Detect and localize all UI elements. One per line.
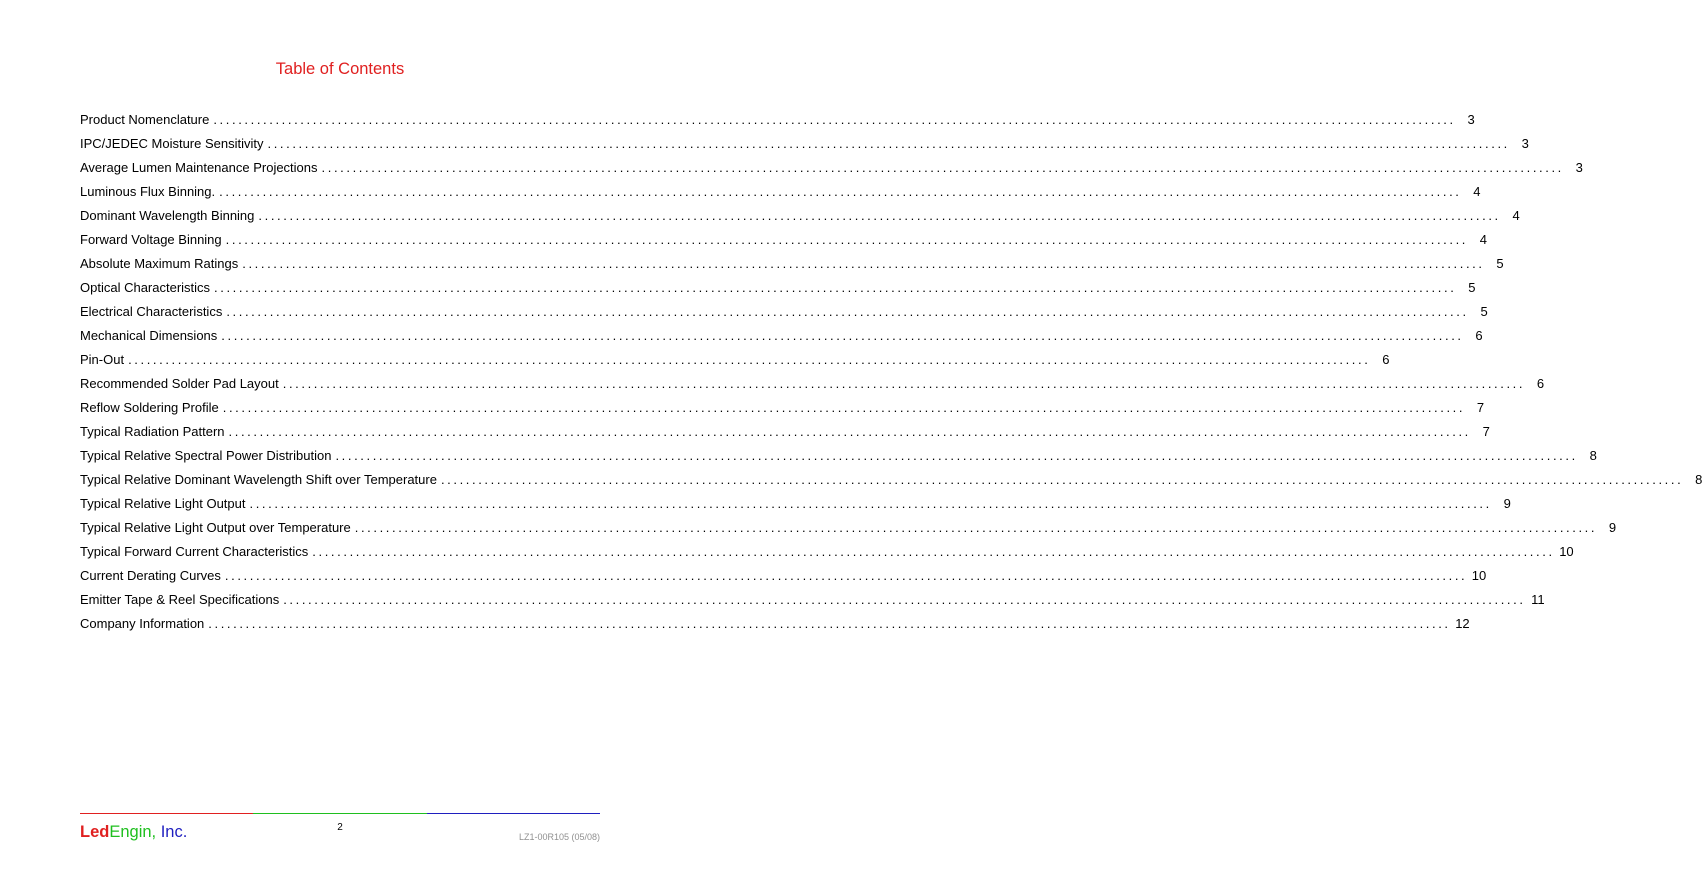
toc-entry-label: Typical Relative Spectral Power Distribution [80, 448, 332, 463]
toc-leader-dots: ........................................................................................................................................................................................................ [222, 400, 1466, 415]
toc-entry[interactable] [80, 327, 1483, 351]
toc-entry-page: 5 [1496, 256, 1504, 271]
toc-entry[interactable] [80, 447, 1597, 471]
footer-rule-red [80, 813, 253, 814]
toc-entry-label: Dominant Wavelength Binning [80, 208, 255, 223]
toc-entry[interactable] [80, 135, 1529, 159]
toc-entry-label: Product Nomenclature [80, 112, 210, 127]
footer-rule [80, 813, 600, 814]
toc-entry-page: 6 [1536, 376, 1545, 391]
toc-entry-page: 11 [1531, 592, 1545, 607]
toc-entry-label: Forward Voltage Binning [80, 232, 222, 247]
toc-entry[interactable] [80, 423, 1490, 447]
toc-entry-label: Average Lumen Maintenance Projections [80, 160, 318, 175]
toc-entry-label: Current Derating Curves [80, 568, 221, 583]
document-code: LZ1-00R105 (05/08) [518, 832, 600, 842]
toc-entry[interactable] [80, 279, 1476, 303]
toc-leader-dots: ........................................................................................................................................................................................................ [258, 208, 1501, 223]
toc-entry[interactable] [80, 207, 1520, 231]
toc-leader-dots: ........................................................................................................................................................................................................ [242, 256, 1485, 271]
toc-leader-dots: ........................................................................................................................................................................................................ [221, 328, 1464, 343]
toc-entry[interactable] [80, 471, 1702, 495]
toc-leader-dots: ........................................................................................................................................................................................................ [335, 448, 1578, 463]
page-title: Table of Contents [275, 60, 405, 78]
toc-entry[interactable] [80, 351, 1390, 375]
toc-entry-page: 8 [1695, 472, 1702, 487]
toc-entry[interactable] [80, 615, 1470, 639]
toc-entry-label: Typical Relative Dominant Wavelength Shift over Temperature [80, 472, 437, 487]
toc-entry-page: 4 [1473, 184, 1481, 199]
toc-entry[interactable] [80, 543, 1574, 567]
toc-leader-dots: ........................................................................................................................................................................................................ [267, 136, 1510, 151]
toc-leader-dots: ........................................................................................................................................................................................................ [224, 568, 1468, 583]
toc-entry[interactable] [80, 591, 1545, 615]
toc-leader-dots: ........................................................................................................................................................................................................ [440, 472, 1684, 487]
page-number: 2 [337, 822, 343, 833]
toc-leader-dots: ........................................................................................................................................................................................................ [321, 160, 1564, 175]
toc-leader-dots: ........................................................................................................................................................................................................ [219, 184, 1462, 199]
toc-entry[interactable] [80, 495, 1511, 519]
toc-leader-dots: ........................................................................................................................................................................................................ [128, 352, 1371, 367]
footer-rule-blue [427, 813, 600, 814]
toc-entry-page: 7 [1482, 424, 1490, 439]
toc-entry-label: Absolute Maximum Ratings [80, 256, 239, 271]
toc-entry[interactable] [80, 567, 1487, 591]
toc-leader-dots: ........................................................................................................................................................................................................ [283, 592, 1526, 607]
toc-entry[interactable] [80, 159, 1583, 183]
footer-rule-green [253, 813, 426, 814]
toc-entry-page: 6 [1475, 328, 1483, 343]
toc-entry-label: Typical Relative Light Output [80, 496, 246, 511]
toc-leader-dots: ........................................................................................................................................................................................................ [249, 496, 1492, 511]
toc-entry-label: Emitter Tape & Reel Specifications [80, 592, 280, 607]
toc-leader-dots: ........................................................................................................................................................................................................ [282, 376, 1526, 391]
toc-entry-page: 4 [1512, 208, 1520, 223]
toc-entry-label: Company Information [80, 616, 205, 631]
toc-entry-page: 5 [1480, 304, 1488, 319]
toc-entry-page: 4 [1479, 232, 1488, 247]
toc-entry[interactable] [80, 399, 1485, 423]
toc-leader-dots: ........................................................................................................................................................................................................ [214, 280, 1457, 295]
toc-entry[interactable] [80, 255, 1504, 279]
toc-entry-label: Recommended Solder Pad Layout [80, 376, 279, 391]
toc-leader-dots: ........................................................................................................................................................................................................ [213, 112, 1456, 127]
toc-entry-page: 7 [1476, 400, 1485, 415]
toc-list [80, 111, 1702, 639]
logo-engin: Engin, [109, 823, 157, 841]
toc-entry-page: 6 [1382, 352, 1390, 367]
toc-entry-page: 5 [1468, 280, 1476, 295]
toc-entry-page: 3 [1467, 112, 1475, 127]
toc-entry[interactable] [80, 183, 1481, 207]
toc-leader-dots: ........................................................................................................................................................................................................ [354, 520, 1598, 535]
toc-entry-label: IPC/JEDEC Moisture Sensitivity [80, 136, 264, 151]
toc-leader-dots: ........................................................................................................................................................................................................ [208, 616, 1451, 631]
toc-entry[interactable] [80, 231, 1488, 255]
toc-leader-dots: ........................................................................................................................................................................................................ [225, 232, 1469, 247]
toc-entry-page: 9 [1503, 496, 1511, 511]
toc-entry-label: Mechanical Dimensions [80, 328, 218, 343]
toc-entry-page: 10 [1559, 544, 1574, 559]
toc-leader-dots: ........................................................................................................................................................................................................ [312, 544, 1555, 559]
toc-entry-label: Typical Forward Current Characteristics [80, 544, 309, 559]
toc-leader-dots: ........................................................................................................................................................................................................ [226, 304, 1469, 319]
toc-entry[interactable] [80, 303, 1488, 327]
toc-entry-page: 10 [1471, 568, 1487, 583]
toc-entry-page: 8 [1589, 448, 1597, 463]
toc-entry-label: Typical Radiation Pattern [80, 424, 225, 439]
toc-leader-dots: ........................................................................................................................................................................................................ [228, 424, 1471, 439]
toc-entry-page: 9 [1608, 520, 1617, 535]
logo-inc: Inc. [156, 823, 188, 841]
toc-entry-page: 12 [1455, 616, 1470, 631]
toc-entry-label: Typical Relative Light Output over Temperature [80, 520, 351, 535]
toc-entry-page: 3 [1521, 136, 1529, 151]
toc-entry-page: 3 [1575, 160, 1583, 175]
toc-entry-label: Reflow Soldering Profile [80, 400, 219, 415]
toc-entry-label: Luminous Flux Binning. [80, 184, 216, 199]
toc-entry-label: Optical Characteristics [80, 280, 211, 295]
toc-entry[interactable] [80, 375, 1545, 399]
toc-entry[interactable] [80, 519, 1617, 543]
logo-led: Led [80, 823, 110, 841]
toc-entry-label: Electrical Characteristics [80, 304, 223, 319]
toc-entry[interactable] [80, 111, 1475, 135]
toc-entry-label: Pin-Out [80, 352, 125, 367]
